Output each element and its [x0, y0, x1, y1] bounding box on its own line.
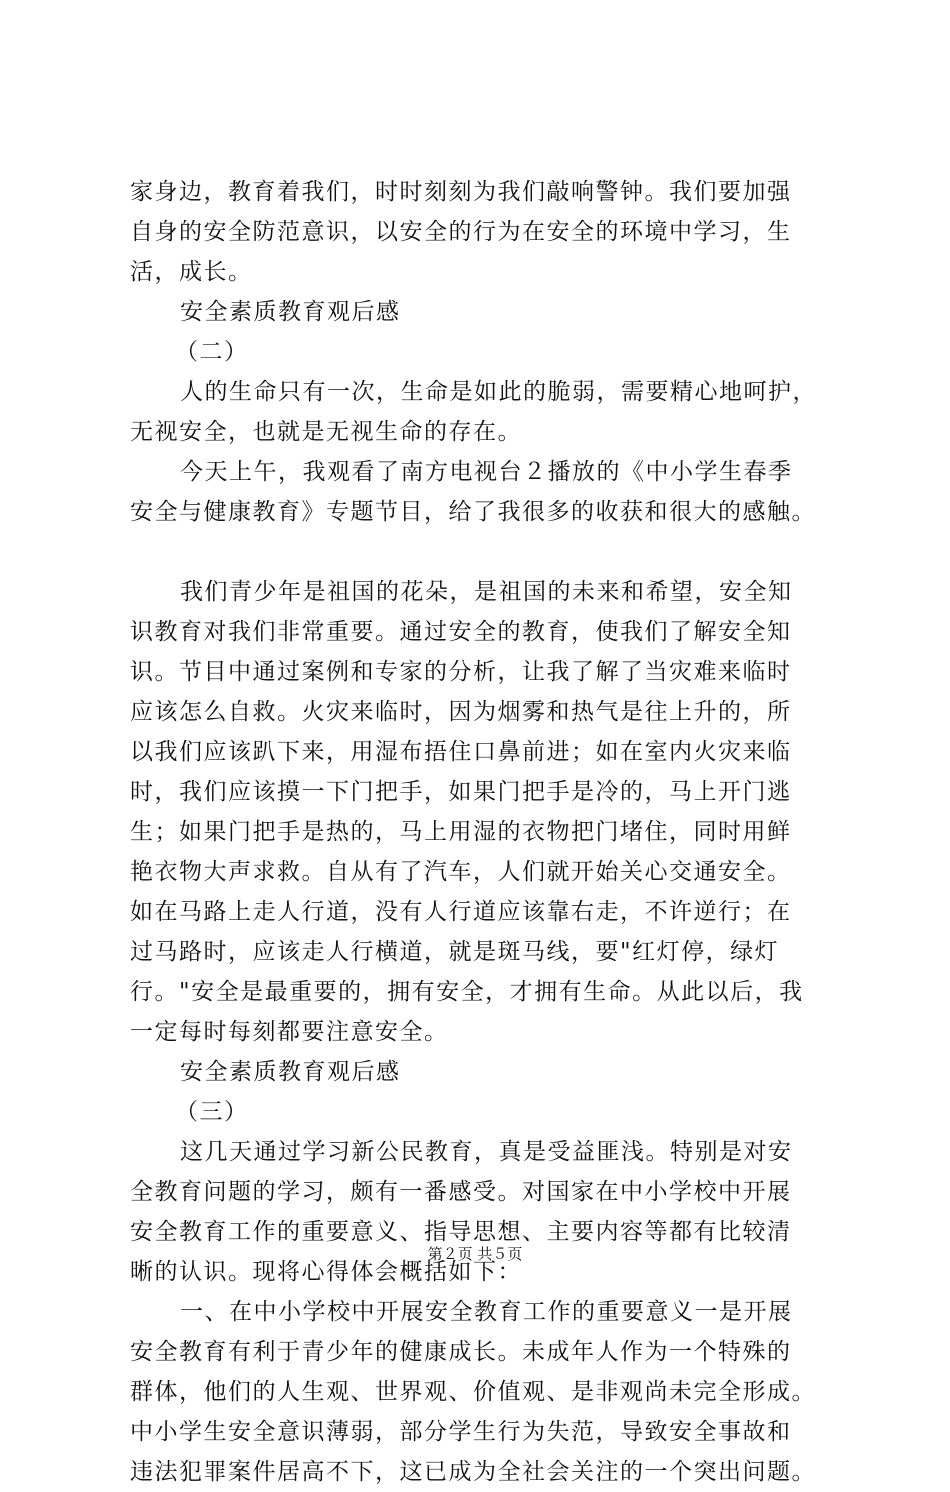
section-title: 安全素质教育观后感: [180, 299, 401, 325]
paragraph-gap: [130, 532, 850, 572]
text-line: 安全教育工作的重要意义、指导思想、主要内容等都有比较清: [130, 1219, 792, 1245]
text-line: 应该怎么自救。火灾来临时，因为烟雾和热气是往上升的，所: [130, 699, 792, 725]
text-line: 过马路时，应该走人行横道，就是斑马线，要"红灯停，绿灯: [130, 939, 780, 965]
section-number: （三）: [175, 1099, 249, 1125]
text-line: 艳衣物大声求救。自从有了汽车，人们就开始关心交通安全。: [130, 859, 792, 885]
section-number: （二）: [175, 339, 249, 365]
text-line: 以我们应该趴下来，用湿布捂住口鼻前进；如在室内火灾来临: [130, 739, 792, 765]
text-line: 行。"安全是最重要的，拥有安全，才拥有生命。从此以后，我: [130, 979, 804, 1005]
text-line: 安全教育有利于青少年的健康成长。未成年人作为一个特殊的: [130, 1339, 792, 1365]
text-line: 生；如果门把手是热的，马上用湿的衣物把门堵住，同时用鲜: [130, 819, 792, 845]
text-line: 家身边，教育着我们，时时刻刻为我们敲响警钟。我们要加强: [130, 179, 792, 205]
text-line: 时，我们应该摸一下门把手，如果门把手是冷的，马上开门逃: [130, 779, 792, 805]
text-line: 违法犯罪案件居高不下，这已成为全社会关注的一个突出问题。: [130, 1459, 816, 1485]
document-body: [130, 172, 850, 1492]
text-line: 安全与健康教育》专题节目，给了我很多的收获和很大的感触。: [130, 499, 816, 525]
page-footer: 第２页 共５页: [427, 1245, 523, 1263]
text-line: 群体，他们的人生观、世界观、价值观、是非观尚未完全形成。: [130, 1379, 816, 1405]
text-line: 一定每时每刻都要注意安全。: [130, 1019, 449, 1045]
text-line: 全教育问题的学习，颇有一番感受。对国家在中小学校中开展: [130, 1179, 792, 1205]
text-line: 如在马路上走人行道，没有人行道应该靠右走，不许逆行；在: [130, 899, 792, 925]
text-line: 一、在中小学校中开展安全教育工作的重要意义一是开展: [180, 1299, 793, 1325]
text-line: 人的生命只有一次，生命是如此的脆弱，需要精心地呵护，: [180, 379, 817, 405]
text-line: 活，成长。: [130, 259, 253, 285]
text-line: 无视安全，也就是无视生命的存在。: [130, 419, 522, 445]
text-line: 今天上午，我观看了南方电视台２播放的《中小学生春季: [180, 459, 793, 485]
text-line: 中小学生安全意识薄弱，部分学生行为失范，导致安全事故和: [130, 1419, 792, 1445]
section-title: 安全素质教育观后感: [180, 1059, 401, 1085]
text-line: 晰的认识。现将心得体会概括如下：: [130, 1259, 522, 1285]
text-line: 识。节目中通过案例和专家的分析，让我了解了当灾难来临时: [130, 659, 792, 685]
text-line: 自身的安全防范意识，以安全的行为在安全的环境中学习，生: [130, 219, 792, 245]
text-line: 识教育对我们非常重要。通过安全的教育，使我们了解安全知: [130, 619, 792, 645]
text-line: 这几天通过学习新公民教育，真是受益匪浅。特别是对安: [180, 1139, 793, 1165]
text-line: 我们青少年是祖国的花朵，是祖国的未来和希望，安全知: [180, 579, 793, 605]
